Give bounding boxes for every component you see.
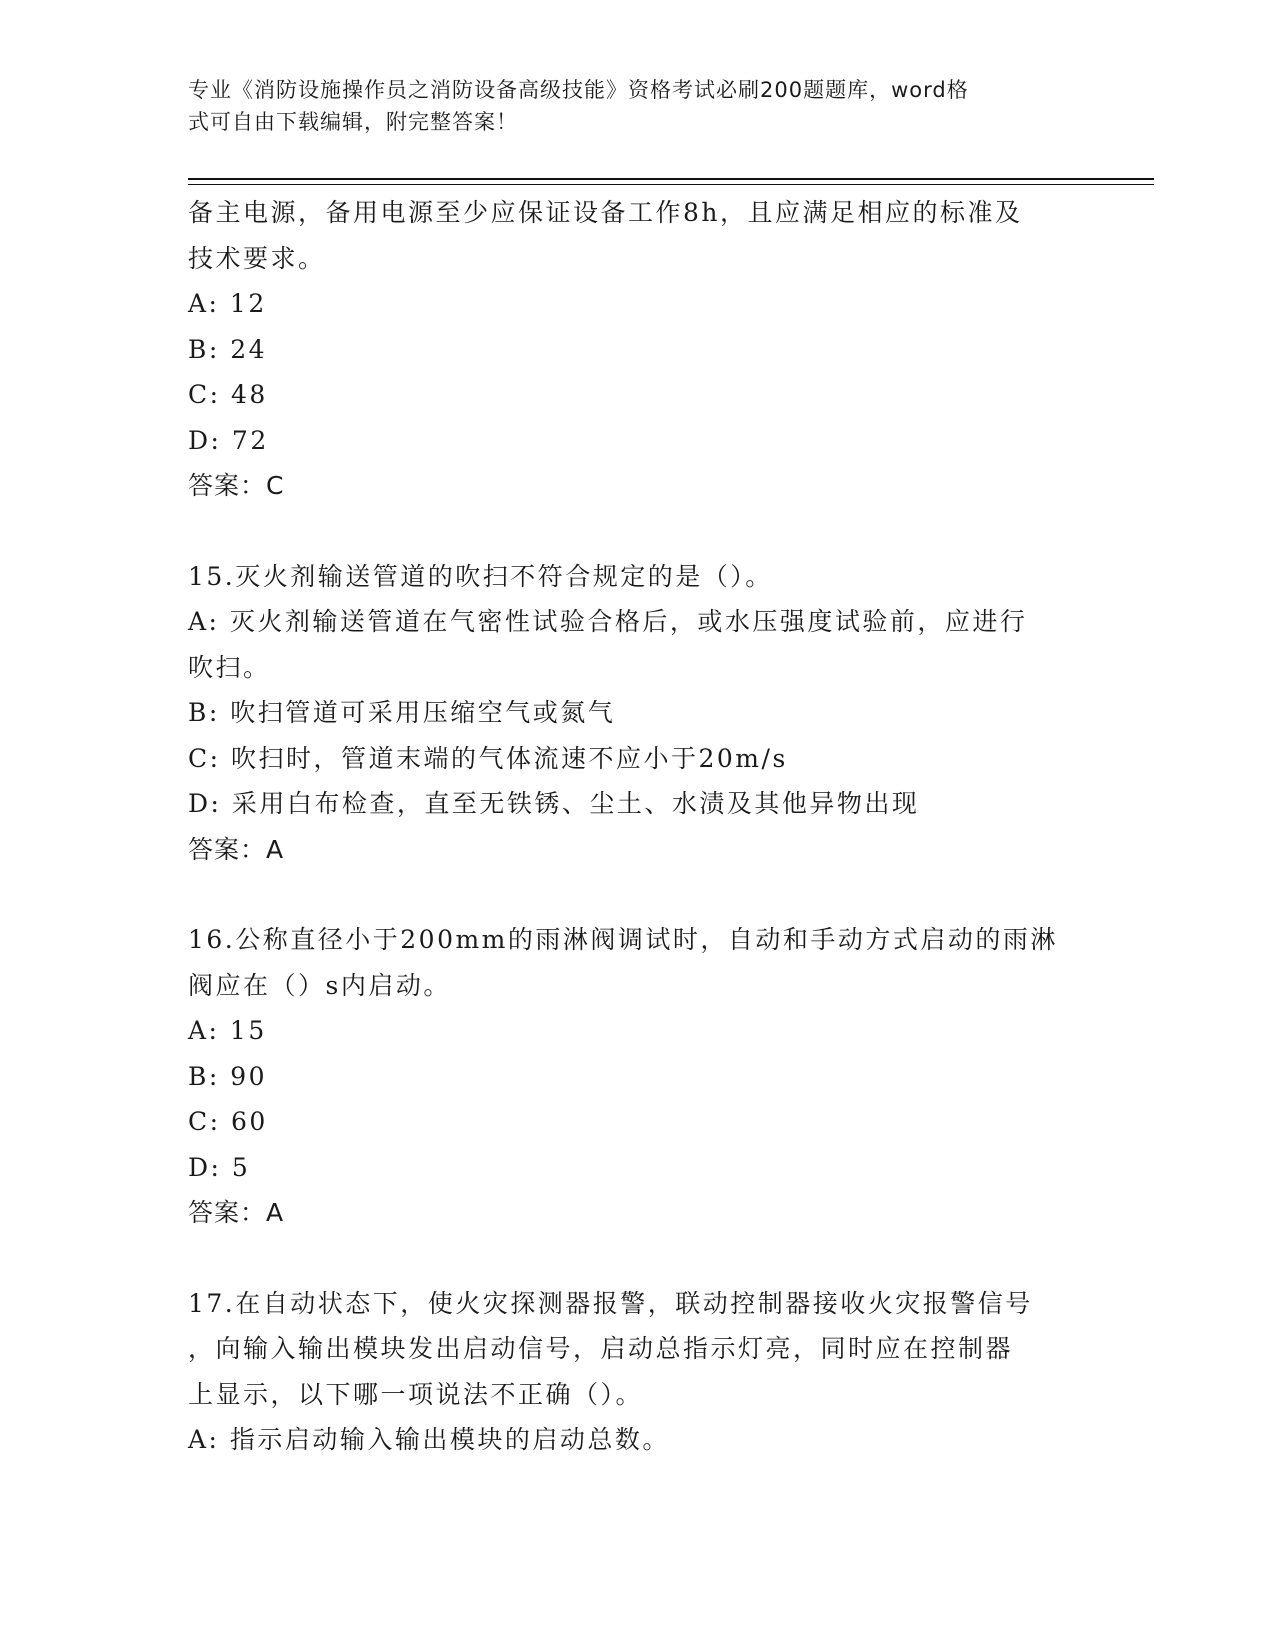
option-a: A: 灭火剂输送管道在气密性试验合格后，或水压强度试验前，应进行 bbox=[188, 607, 1028, 636]
option-a-continued: 吹扫。 bbox=[188, 652, 271, 682]
option-a: A: 12 bbox=[188, 289, 267, 318]
question-text: 15.灭火剂输送管道的吹扫不符合规定的是（）。 bbox=[188, 561, 773, 591]
question-text: 技术要求。 bbox=[188, 243, 326, 273]
question-text: 阀应在（）s内启动。 bbox=[188, 970, 451, 1000]
question-text: 17.在自动状态下，使火灾探测器报警，联动控制器接收火灾报警信号 bbox=[188, 1288, 1033, 1318]
option-d: D: 72 bbox=[188, 425, 269, 455]
spacer bbox=[188, 872, 1078, 917]
spacer bbox=[188, 509, 1078, 554]
spacer bbox=[188, 1236, 1078, 1281]
question-14-continued bbox=[188, 190, 1078, 509]
option-a: A: 指示启动输入输出模块的启动总数。 bbox=[188, 1425, 670, 1454]
question-15 bbox=[188, 554, 1078, 873]
question-17 bbox=[188, 1281, 1078, 1463]
answer-label: 答案：C bbox=[188, 471, 285, 500]
option-c: C: 吹扫时，管道末端的气体流速不应小于20m/s bbox=[188, 743, 788, 773]
option-c: C: 48 bbox=[188, 380, 268, 409]
option-b: B: 吹扫管道可采用压缩空气或氮气 bbox=[188, 698, 616, 727]
question-text: ，向输入输出模块发出启动信号，启动总指示灯亮，同时应在控制器 bbox=[188, 1334, 1014, 1363]
option-b: B: 24 bbox=[188, 334, 268, 364]
answer-label: 答案：A bbox=[188, 834, 285, 864]
option-c: C: 60 bbox=[188, 1107, 268, 1136]
option-d: D: 5 bbox=[188, 1152, 251, 1182]
page-header bbox=[188, 74, 1068, 138]
option-d: D: 采用白布检查，直至无铁锈、尘土、水渍及其他异物出现 bbox=[188, 789, 920, 818]
answer-label: 答案：A bbox=[188, 1198, 285, 1227]
question-text: 16.公称直径小于200mm的雨淋阀调试时，自动和手动方式启动的雨淋 bbox=[188, 925, 1058, 954]
option-a: A: 15 bbox=[188, 1016, 267, 1045]
question-16 bbox=[188, 917, 1078, 1236]
option-b: B: 90 bbox=[188, 1061, 268, 1091]
header-rule-thick bbox=[188, 178, 1154, 180]
header-line-2: 式可自由下载编辑，附完整答案！ bbox=[188, 110, 518, 134]
header-line-1: 专业《消防设施操作员之消防设备高级技能》资格考试必刷200题题库，word格 bbox=[188, 78, 969, 102]
header-rule-thin bbox=[188, 184, 1154, 185]
document-body bbox=[188, 190, 1078, 1463]
question-text: 备主电源，备用电源至少应保证设备工作8h，且应满足相应的标准及 bbox=[188, 198, 1023, 227]
question-text: 上显示，以下哪一项说法不正确（）。 bbox=[188, 1379, 644, 1409]
